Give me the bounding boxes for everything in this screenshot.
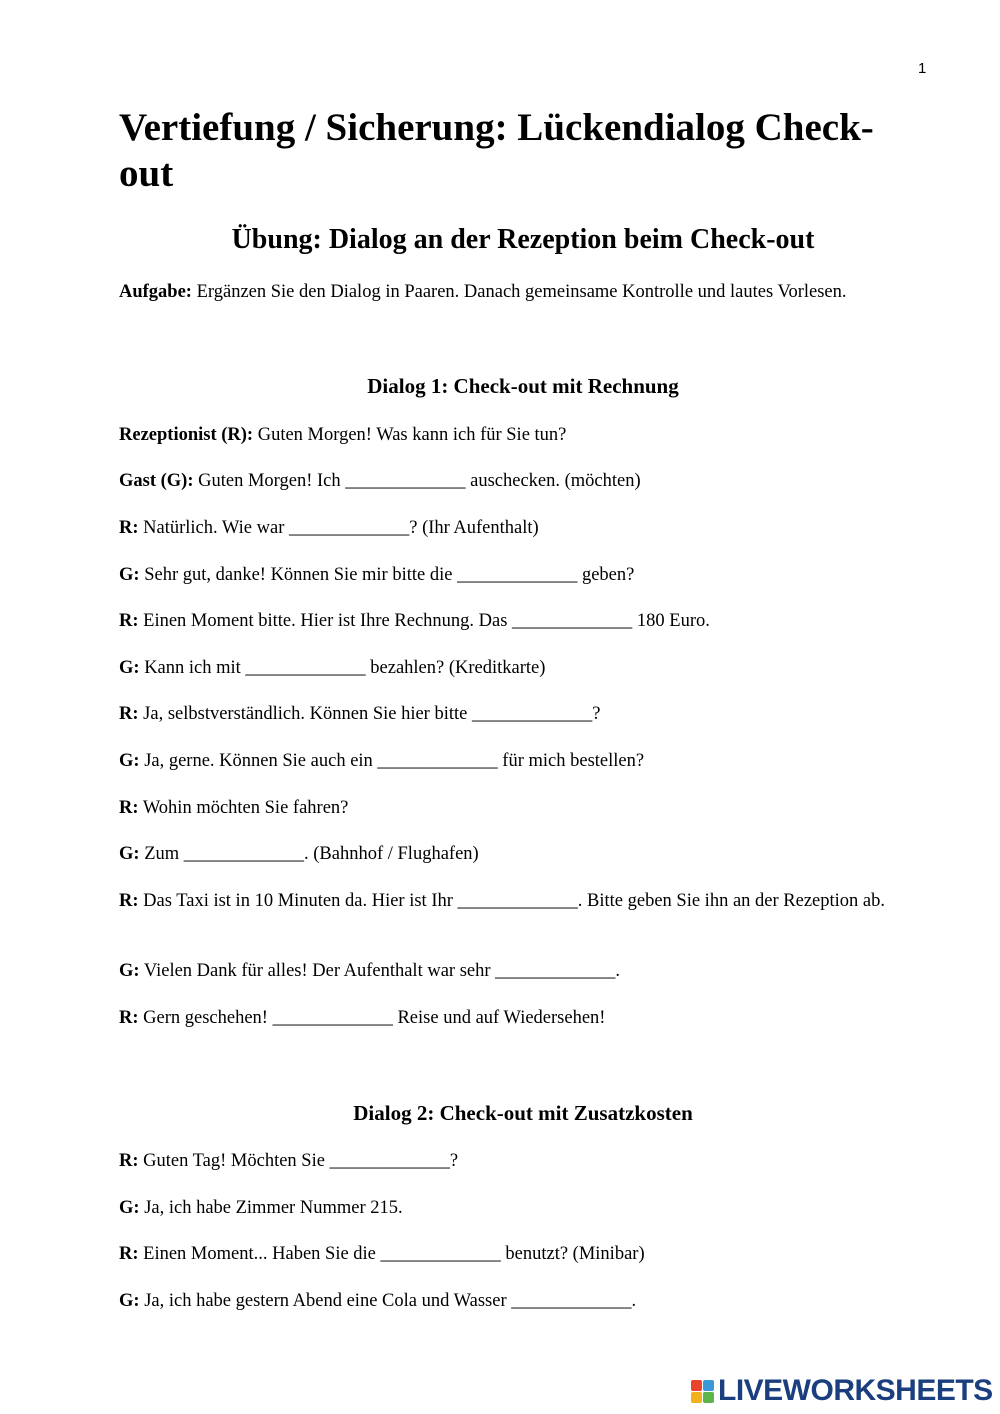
line-text: Guten Morgen! Ich _____________ auschecken. (möchten) (193, 471, 641, 491)
line-text: Einen Moment bitte. Hier ist Ihre Rechnung. Das _____________ 180 Euro. (138, 611, 710, 631)
speaker-label: R: (119, 704, 139, 724)
line-text: Kann ich mit _____________ bezahlen? (Kreditkarte) (139, 658, 546, 678)
speaker-label: R: (119, 611, 139, 631)
dialog-line (119, 842, 934, 866)
line-text: Gern geschehen! _____________ Reise und auf Wiedersehen! (138, 1008, 606, 1028)
speaker-label: R: (119, 1151, 139, 1171)
task-instruction (119, 281, 949, 303)
dialog-line (119, 889, 934, 913)
dialog-line (119, 1289, 934, 1313)
exercise-subtitle: Übung: Dialog an der Rezeption beim Check-out (231, 224, 815, 255)
speaker-label: R: (119, 1008, 139, 1028)
line-text: Guten Morgen! Was kann ich für Sie tun? (253, 425, 567, 445)
dialog-line (119, 563, 934, 587)
speaker-label: G: (119, 1198, 140, 1218)
line-text: Zum _____________. (Bahnhof / Flughafen) (139, 844, 479, 864)
dialog-line (119, 656, 934, 680)
task-text: Ergänzen Sie den Dialog in Paaren. Danach gemeinsame Kontrolle und lautes Vorlesen. (191, 282, 847, 302)
dialog-line (119, 469, 934, 493)
speaker-label: R: (119, 891, 139, 911)
line-text: Sehr gut, danke! Können Sie mir bitte die _____________ geben? (139, 565, 635, 585)
speaker-label: R: (119, 518, 139, 538)
line-text: Ja, gerne. Können Sie auch ein _____________ für mich bestellen? (139, 751, 645, 771)
logo-block (691, 1392, 702, 1403)
logo-block (691, 1380, 702, 1391)
line-text: Ja, ich habe Zimmer Nummer 215. (139, 1198, 403, 1218)
task-label: Aufgabe: (119, 282, 192, 302)
dialog-line (119, 702, 934, 726)
dialog-line (119, 423, 934, 447)
speaker-label: R: (119, 1244, 139, 1264)
speaker-label: G: (119, 658, 140, 678)
line-text: Einen Moment... Haben Sie die _____________ benutzt? (Minibar) (138, 1244, 645, 1264)
dialog-line (119, 1242, 934, 1266)
line-text: Natürlich. Wie war _____________? (Ihr Aufenthalt) (138, 518, 539, 538)
logo-block (703, 1392, 714, 1403)
dialog-line (119, 749, 934, 773)
speaker-label: Gast (G): (119, 471, 194, 491)
dialog-line (119, 609, 934, 633)
page-number: 1 (918, 60, 927, 77)
speaker-label: G: (119, 751, 140, 771)
dialog-line (119, 1196, 934, 1220)
line-text: Ja, ich habe gestern Abend eine Cola und Wasser _____________. (139, 1291, 637, 1311)
dialog-line (119, 959, 934, 983)
speaker-label: G: (119, 961, 140, 981)
logo-block (703, 1380, 714, 1391)
speaker-label: R: (119, 798, 139, 818)
line-text: Das Taxi ist in 10 Minuten da. Hier ist Ihr _____________. Bitte geben Sie ihn an der Rezeption ab. (138, 891, 885, 911)
speaker-label: G: (119, 844, 140, 864)
line-text: Wohin möchten Sie fahren? (138, 798, 349, 818)
page-title: Vertiefung / Sicherung: Lückendialog Check-out (119, 106, 874, 195)
dialog-line (119, 796, 934, 820)
liveworksheets-logo (691, 1374, 993, 1408)
line-text: Vielen Dank für alles! Der Aufenthalt war sehr _____________. (139, 961, 621, 981)
dialog-line (119, 516, 934, 540)
dialog-line (119, 1006, 934, 1030)
speaker-label: G: (119, 565, 140, 585)
line-text: Ja, selbstverständlich. Können Sie hier bitte _____________? (138, 704, 601, 724)
speaker-label: Rezeptionist (R): (119, 425, 254, 445)
logo-blocks-icon (691, 1380, 714, 1403)
dialog2-heading: Dialog 2: Check-out mit Zusatzkosten (353, 1101, 693, 1125)
dialog-line (119, 1149, 934, 1173)
line-text: Guten Tag! Möchten Sie _____________? (138, 1151, 459, 1171)
dialog1-heading: Dialog 1: Check-out mit Rechnung (367, 374, 679, 398)
speaker-label: G: (119, 1291, 140, 1311)
logo-text: LIVEWORKSHEETS (718, 1374, 993, 1407)
